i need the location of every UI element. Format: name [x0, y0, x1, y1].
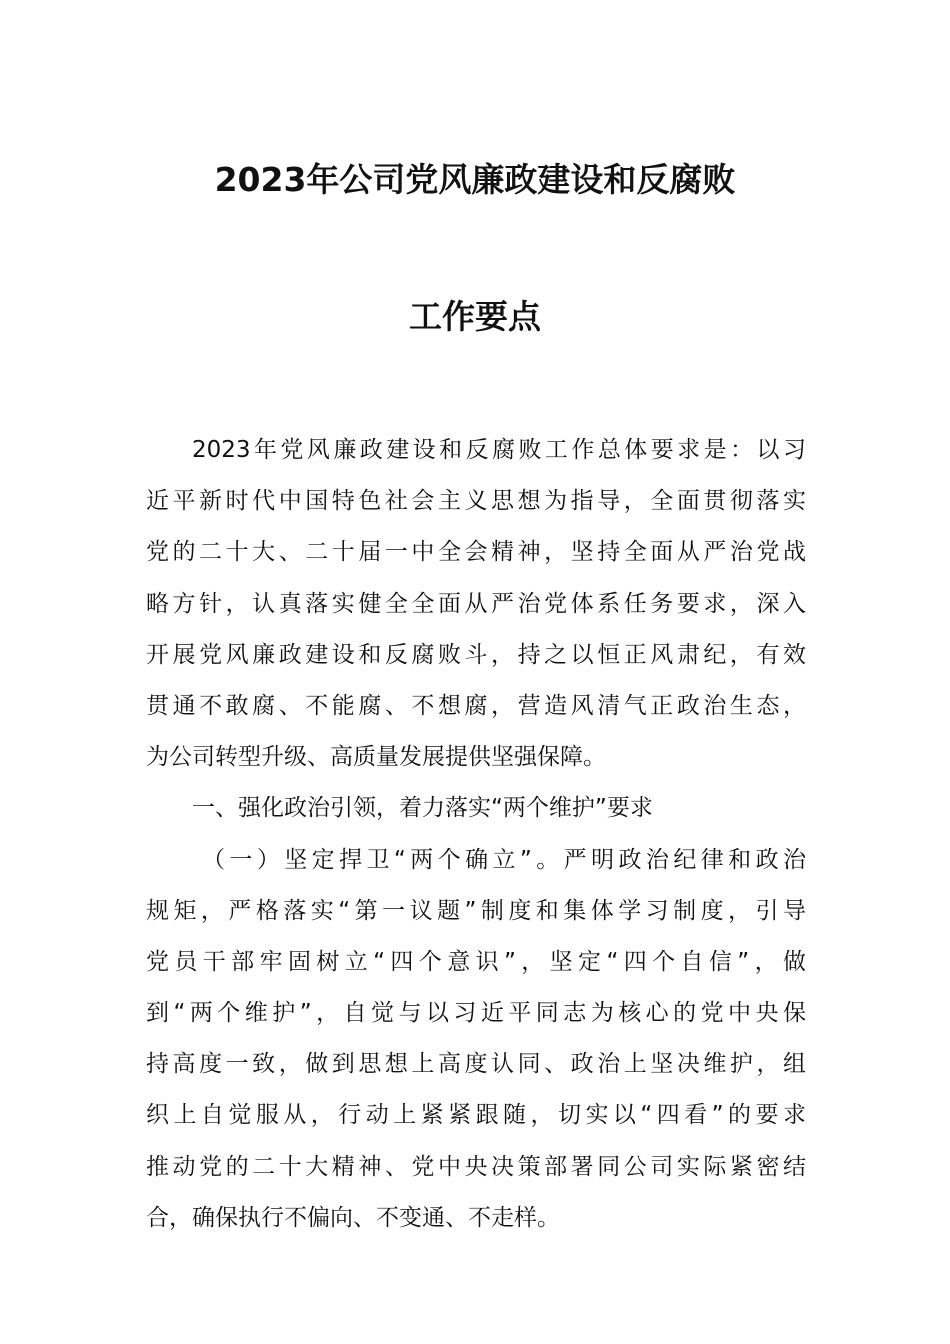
paragraph-3-line-6: 织上自觉服从，行动上紧紧跟随，切实以“四看”的要求 — [146, 1102, 806, 1129]
section-heading-1: 一、强化政治引领，着力落实“两个维护”要求 — [192, 795, 653, 822]
paragraph-3-line-1: （一）坚定捍卫“两个确立”。严明政治纪律和政治 — [202, 846, 806, 873]
document-title-line-2: 工作要点 — [409, 297, 541, 336]
document-body — [146, 425, 806, 1244]
paragraph-1-line-7: 为公司转型升级、高质量发展提供坚强保障。 — [146, 744, 606, 771]
paragraph-3-line-2: 规矩，严格落实“第一议题”制度和集体学习制度，引导 — [146, 897, 806, 924]
paragraph-3-line-5: 持高度一致，做到思想上高度认同、政治上坚决维护，组 — [146, 1051, 806, 1078]
paragraph-3-line-8: 合，确保执行不偏向、不变通、不走样。 — [146, 1204, 560, 1231]
paragraph-1-line-6: 贯通不敢腐、不能腐、不想腐，营造风清气正政治生态， — [146, 692, 806, 719]
paragraph-1-line-4: 略方针，认真落实健全全面从严治党体系任务要求，深入 — [146, 590, 806, 617]
paragraph-1-line-2: 近平新时代中国特色社会主义思想为指导，全面贯彻落实 — [146, 488, 806, 515]
paragraph-3-line-4: 到“两个维护”，自觉与以习近平同志为核心的党中央保 — [146, 1000, 806, 1027]
paragraph-3-line-3: 党员干部牢固树立“四个意识”，坚定“四个自信”，做 — [146, 948, 806, 975]
document-title-line-1: 2023年公司党风廉政建设和反腐败 — [214, 160, 736, 199]
paragraph-1-line-5: 开展党风廉政建设和反腐败斗，持之以恒正风肃纪，有效 — [146, 641, 806, 668]
paragraph-3-line-7: 推动党的二十大精神、党中央决策部署同公司实际紧密结 — [146, 1153, 806, 1180]
paragraph-1-line-3: 党的二十大、二十届一中全会精神，坚持全面从严治党战 — [146, 539, 806, 566]
paragraph-1-line-1: 2023年党风廉政建设和反腐败工作总体要求是：以习 — [192, 437, 806, 463]
